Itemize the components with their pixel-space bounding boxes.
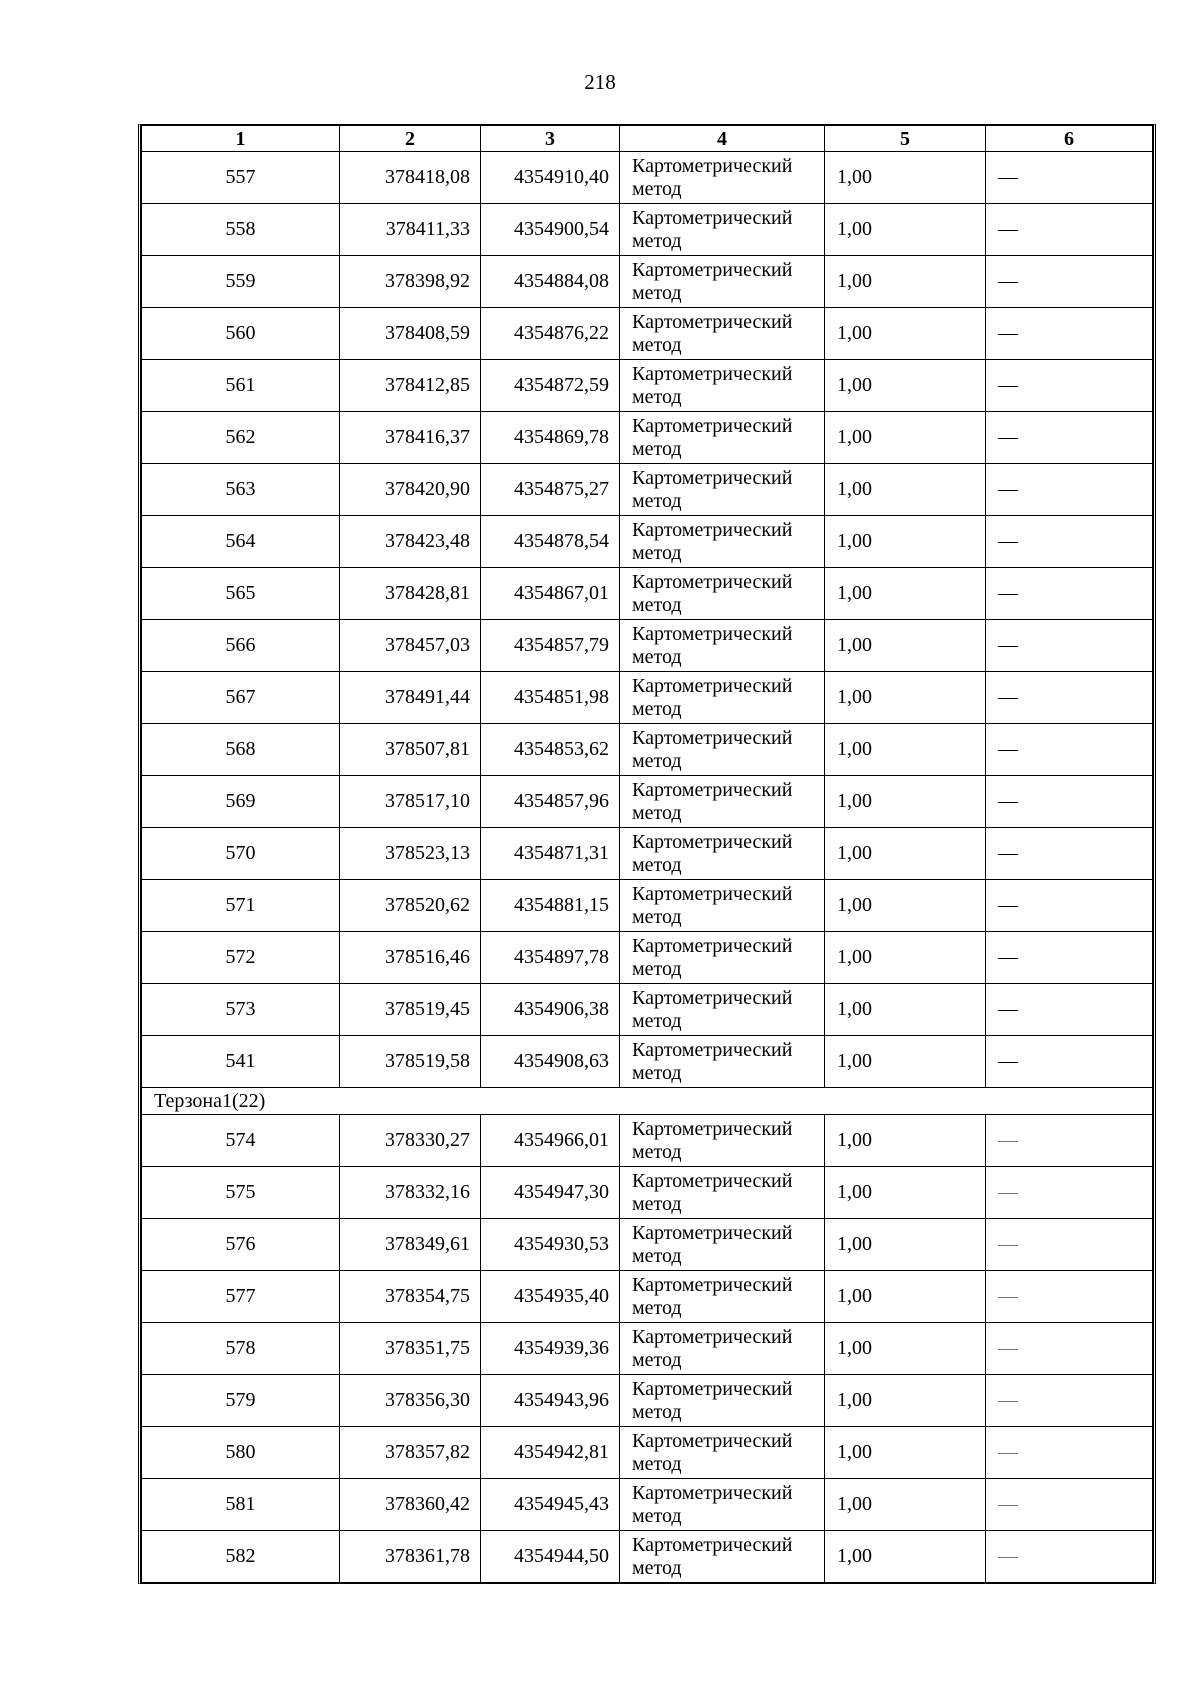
- method-cell: Картометрический метод: [620, 412, 825, 464]
- header-cell-5: 5: [825, 126, 986, 152]
- table-row: [142, 516, 1153, 568]
- dash-mark: —: [998, 530, 1018, 552]
- dash-mark: —: [998, 634, 1018, 656]
- dash-mark: —: [998, 842, 1018, 864]
- point-number-cell: 570: [142, 828, 340, 880]
- y-coordinate-cell: 4354943,96: [481, 1375, 620, 1427]
- accuracy-cell: 1,00: [825, 412, 986, 464]
- table-row: [142, 1375, 1153, 1427]
- x-coordinate-cell: 378520,62: [340, 880, 481, 932]
- table-row: [142, 1115, 1153, 1167]
- note-cell: [986, 412, 1153, 464]
- x-coordinate-cell: 378356,30: [340, 1375, 481, 1427]
- x-coordinate-cell: 378428,81: [340, 568, 481, 620]
- dash-mark: —: [998, 686, 1018, 708]
- accuracy-cell: 1,00: [825, 204, 986, 256]
- coordinates-table: [141, 125, 1153, 1583]
- x-coordinate-cell: 378360,42: [340, 1479, 481, 1531]
- table-row: [142, 464, 1153, 516]
- point-number-cell: 580: [142, 1427, 340, 1479]
- point-number-cell: 574: [142, 1115, 340, 1167]
- accuracy-cell: 1,00: [825, 1427, 986, 1479]
- note-cell: [986, 1036, 1153, 1088]
- dash-mark: —: [998, 1493, 1018, 1515]
- table-row: [142, 256, 1153, 308]
- y-coordinate-cell: 4354857,96: [481, 776, 620, 828]
- dash-mark: —: [998, 998, 1018, 1020]
- y-coordinate-cell: 4354906,38: [481, 984, 620, 1036]
- table-row: [142, 1323, 1153, 1375]
- x-coordinate-cell: 378519,58: [340, 1036, 481, 1088]
- y-coordinate-cell: 4354935,40: [481, 1271, 620, 1323]
- y-coordinate-cell: 4354944,50: [481, 1531, 620, 1583]
- y-coordinate-cell: 4354910,40: [481, 152, 620, 204]
- accuracy-cell: 1,00: [825, 1167, 986, 1219]
- y-coordinate-cell: 4354876,22: [481, 308, 620, 360]
- dash-mark: —: [998, 946, 1018, 968]
- dash-mark: —: [998, 738, 1018, 760]
- table-row: [142, 152, 1153, 204]
- method-cell: Картометрический метод: [620, 620, 825, 672]
- point-number-cell: 569: [142, 776, 340, 828]
- y-coordinate-cell: 4354908,63: [481, 1036, 620, 1088]
- header-cell-4: 4: [620, 126, 825, 152]
- y-coordinate-cell: 4354884,08: [481, 256, 620, 308]
- method-cell: Картометрический метод: [620, 724, 825, 776]
- point-number-cell: 578: [142, 1323, 340, 1375]
- accuracy-cell: 1,00: [825, 152, 986, 204]
- dash-mark: —: [998, 270, 1018, 292]
- method-cell: Картометрический метод: [620, 568, 825, 620]
- x-coordinate-cell: 378507,81: [340, 724, 481, 776]
- accuracy-cell: 1,00: [825, 620, 986, 672]
- y-coordinate-cell: 4354875,27: [481, 464, 620, 516]
- table-row: [142, 828, 1153, 880]
- x-coordinate-cell: 378411,33: [340, 204, 481, 256]
- dash-mark: —: [998, 322, 1018, 344]
- y-coordinate-cell: 4354872,59: [481, 360, 620, 412]
- x-coordinate-cell: 378519,45: [340, 984, 481, 1036]
- method-cell: Картометрический метод: [620, 828, 825, 880]
- dash-mark: —: [998, 1545, 1018, 1567]
- point-number-cell: 541: [142, 1036, 340, 1088]
- method-cell: Картометрический метод: [620, 464, 825, 516]
- table-row: [142, 620, 1153, 672]
- x-coordinate-cell: 378357,82: [340, 1427, 481, 1479]
- note-cell: [986, 1323, 1153, 1375]
- header-cell-2: 2: [340, 126, 481, 152]
- accuracy-cell: 1,00: [825, 1219, 986, 1271]
- point-number-cell: 566: [142, 620, 340, 672]
- dash-mark: —: [998, 1050, 1018, 1072]
- point-number-cell: 575: [142, 1167, 340, 1219]
- point-number-cell: 560: [142, 308, 340, 360]
- x-coordinate-cell: 378332,16: [340, 1167, 481, 1219]
- table-row: [142, 308, 1153, 360]
- x-coordinate-cell: 378423,48: [340, 516, 481, 568]
- note-cell: [986, 1375, 1153, 1427]
- table-row: [142, 984, 1153, 1036]
- y-coordinate-cell: 4354945,43: [481, 1479, 620, 1531]
- note-cell: [986, 152, 1153, 204]
- x-coordinate-cell: 378418,08: [340, 152, 481, 204]
- point-number-cell: 571: [142, 880, 340, 932]
- point-number-cell: 581: [142, 1479, 340, 1531]
- point-number-cell: 576: [142, 1219, 340, 1271]
- header-cell-1: 1: [142, 126, 340, 152]
- method-cell: Картометрический метод: [620, 1479, 825, 1531]
- note-cell: [986, 464, 1153, 516]
- table-row: [142, 724, 1153, 776]
- note-cell: [986, 1479, 1153, 1531]
- method-cell: Картометрический метод: [620, 880, 825, 932]
- note-cell: [986, 1531, 1153, 1583]
- x-coordinate-cell: 378420,90: [340, 464, 481, 516]
- method-cell: Картометрический метод: [620, 984, 825, 1036]
- y-coordinate-cell: 4354942,81: [481, 1427, 620, 1479]
- y-coordinate-cell: 4354897,78: [481, 932, 620, 984]
- x-coordinate-cell: 378408,59: [340, 308, 481, 360]
- y-coordinate-cell: 4354851,98: [481, 672, 620, 724]
- method-cell: Картометрический метод: [620, 1427, 825, 1479]
- table-row: [142, 1427, 1153, 1479]
- note-cell: [986, 568, 1153, 620]
- note-cell: [986, 516, 1153, 568]
- method-cell: Картометрический метод: [620, 672, 825, 724]
- point-number-cell: 568: [142, 724, 340, 776]
- accuracy-cell: 1,00: [825, 1531, 986, 1583]
- note-cell: [986, 360, 1153, 412]
- table-row: [142, 360, 1153, 412]
- point-number-cell: 562: [142, 412, 340, 464]
- accuracy-cell: 1,00: [825, 828, 986, 880]
- point-number-cell: 564: [142, 516, 340, 568]
- accuracy-cell: 1,00: [825, 776, 986, 828]
- y-coordinate-cell: 4354930,53: [481, 1219, 620, 1271]
- point-number-cell: 563: [142, 464, 340, 516]
- method-cell: Картометрический метод: [620, 1323, 825, 1375]
- x-coordinate-cell: 378349,61: [340, 1219, 481, 1271]
- dash-mark: —: [998, 1285, 1018, 1307]
- x-coordinate-cell: 378517,10: [340, 776, 481, 828]
- y-coordinate-cell: 4354900,54: [481, 204, 620, 256]
- accuracy-cell: 1,00: [825, 256, 986, 308]
- table-row: [142, 672, 1153, 724]
- point-number-cell: 565: [142, 568, 340, 620]
- x-coordinate-cell: 378412,85: [340, 360, 481, 412]
- accuracy-cell: 1,00: [825, 724, 986, 776]
- table-row: [142, 1167, 1153, 1219]
- point-number-cell: 567: [142, 672, 340, 724]
- note-cell: [986, 204, 1153, 256]
- section-row: [142, 1088, 1153, 1115]
- method-cell: Картометрический метод: [620, 1036, 825, 1088]
- accuracy-cell: 1,00: [825, 568, 986, 620]
- table-row: [142, 1036, 1153, 1088]
- accuracy-cell: 1,00: [825, 516, 986, 568]
- point-number-cell: 577: [142, 1271, 340, 1323]
- accuracy-cell: 1,00: [825, 464, 986, 516]
- y-coordinate-cell: 4354867,01: [481, 568, 620, 620]
- dash-mark: —: [998, 374, 1018, 396]
- method-cell: Картометрический метод: [620, 932, 825, 984]
- dash-mark: —: [998, 1129, 1018, 1151]
- dash-mark: —: [998, 1441, 1018, 1463]
- x-coordinate-cell: 378516,46: [340, 932, 481, 984]
- point-number-cell: 557: [142, 152, 340, 204]
- accuracy-cell: 1,00: [825, 1271, 986, 1323]
- note-cell: [986, 724, 1153, 776]
- y-coordinate-cell: 4354853,62: [481, 724, 620, 776]
- point-number-cell: 573: [142, 984, 340, 1036]
- dash-mark: —: [998, 166, 1018, 188]
- note-cell: [986, 620, 1153, 672]
- accuracy-cell: 1,00: [825, 308, 986, 360]
- dash-mark: —: [998, 582, 1018, 604]
- table-row: [142, 568, 1153, 620]
- x-coordinate-cell: 378523,13: [340, 828, 481, 880]
- note-cell: [986, 1427, 1153, 1479]
- x-coordinate-cell: 378330,27: [340, 1115, 481, 1167]
- point-number-cell: 572: [142, 932, 340, 984]
- note-cell: [986, 1219, 1153, 1271]
- point-number-cell: 582: [142, 1531, 340, 1583]
- method-cell: Картометрический метод: [620, 256, 825, 308]
- method-cell: Картометрический метод: [620, 360, 825, 412]
- note-cell: [986, 256, 1153, 308]
- x-coordinate-cell: 378457,03: [340, 620, 481, 672]
- y-coordinate-cell: 4354871,31: [481, 828, 620, 880]
- x-coordinate-cell: 378398,92: [340, 256, 481, 308]
- dash-mark: —: [998, 1337, 1018, 1359]
- method-cell: Картометрический метод: [620, 1271, 825, 1323]
- y-coordinate-cell: 4354857,79: [481, 620, 620, 672]
- note-cell: [986, 672, 1153, 724]
- accuracy-cell: 1,00: [825, 1323, 986, 1375]
- x-coordinate-cell: 378361,78: [340, 1531, 481, 1583]
- x-coordinate-cell: 378351,75: [340, 1323, 481, 1375]
- dash-mark: —: [998, 1181, 1018, 1203]
- x-coordinate-cell: 378354,75: [340, 1271, 481, 1323]
- accuracy-cell: 1,00: [825, 880, 986, 932]
- header-cell-3: 3: [481, 126, 620, 152]
- note-cell: [986, 308, 1153, 360]
- point-number-cell: 579: [142, 1375, 340, 1427]
- dash-mark: —: [998, 478, 1018, 500]
- table-body: [142, 126, 1153, 1583]
- note-cell: [986, 932, 1153, 984]
- x-coordinate-cell: 378416,37: [340, 412, 481, 464]
- method-cell: Картометрический метод: [620, 1375, 825, 1427]
- table-row: [142, 880, 1153, 932]
- table-row: [142, 932, 1153, 984]
- dash-mark: —: [998, 218, 1018, 240]
- point-number-cell: 559: [142, 256, 340, 308]
- dash-mark: —: [998, 1233, 1018, 1255]
- method-cell: Картометрический метод: [620, 308, 825, 360]
- table-row: [142, 1479, 1153, 1531]
- method-cell: Картометрический метод: [620, 776, 825, 828]
- method-cell: Картометрический метод: [620, 1531, 825, 1583]
- dash-mark: —: [998, 894, 1018, 916]
- table-row: [142, 776, 1153, 828]
- method-cell: Картометрический метод: [620, 204, 825, 256]
- method-cell: Картометрический метод: [620, 516, 825, 568]
- table-row: [142, 204, 1153, 256]
- page-number: 218: [584, 70, 616, 94]
- note-cell: [986, 1167, 1153, 1219]
- table-row: [142, 1531, 1153, 1583]
- accuracy-cell: 1,00: [825, 1115, 986, 1167]
- table-row: [142, 1271, 1153, 1323]
- point-number-cell: 558: [142, 204, 340, 256]
- x-coordinate-cell: 378491,44: [340, 672, 481, 724]
- method-cell: Картометрический метод: [620, 1167, 825, 1219]
- y-coordinate-cell: 4354966,01: [481, 1115, 620, 1167]
- dash-mark: —: [998, 1389, 1018, 1411]
- method-cell: Картометрический метод: [620, 1219, 825, 1271]
- y-coordinate-cell: 4354869,78: [481, 412, 620, 464]
- dash-mark: —: [998, 790, 1018, 812]
- section-label: Терзона1(22): [142, 1088, 1153, 1115]
- accuracy-cell: 1,00: [825, 672, 986, 724]
- method-cell: Картометрический метод: [620, 152, 825, 204]
- note-cell: [986, 828, 1153, 880]
- table-row: [142, 1219, 1153, 1271]
- y-coordinate-cell: 4354947,30: [481, 1167, 620, 1219]
- coordinates-table-frame: [138, 124, 1156, 1584]
- y-coordinate-cell: 4354881,15: [481, 880, 620, 932]
- accuracy-cell: 1,00: [825, 1036, 986, 1088]
- table-row: [142, 412, 1153, 464]
- y-coordinate-cell: 4354878,54: [481, 516, 620, 568]
- dash-mark: —: [998, 426, 1018, 448]
- accuracy-cell: 1,00: [825, 1479, 986, 1531]
- accuracy-cell: 1,00: [825, 360, 986, 412]
- note-cell: [986, 1115, 1153, 1167]
- accuracy-cell: 1,00: [825, 984, 986, 1036]
- y-coordinate-cell: 4354939,36: [481, 1323, 620, 1375]
- accuracy-cell: 1,00: [825, 1375, 986, 1427]
- point-number-cell: 561: [142, 360, 340, 412]
- table-header-row: [142, 126, 1153, 152]
- note-cell: [986, 880, 1153, 932]
- note-cell: [986, 776, 1153, 828]
- note-cell: [986, 1271, 1153, 1323]
- method-cell: Картометрический метод: [620, 1115, 825, 1167]
- note-cell: [986, 984, 1153, 1036]
- accuracy-cell: 1,00: [825, 932, 986, 984]
- header-cell-6: 6: [986, 126, 1153, 152]
